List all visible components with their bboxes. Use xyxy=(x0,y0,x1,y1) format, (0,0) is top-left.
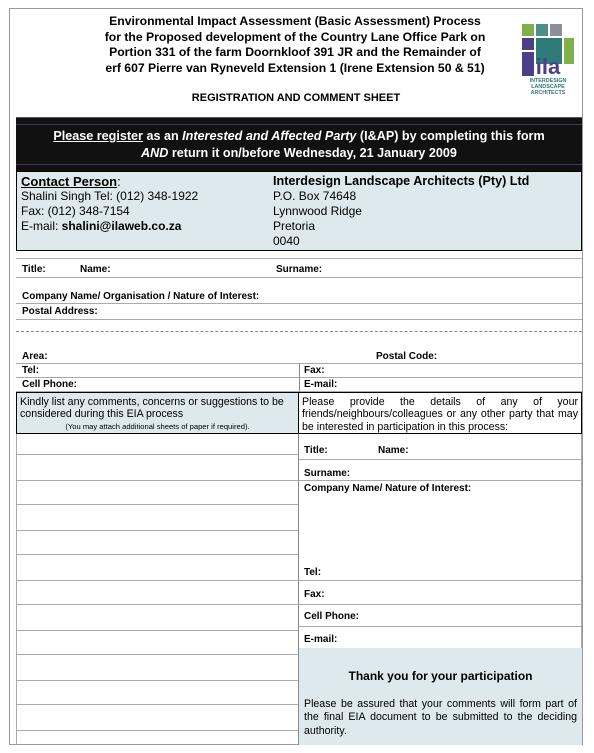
referral-name-label[interactable]: Name: xyxy=(378,445,409,456)
title-line-4: erf 607 Pierre van Ryneveld Extension 1 (Irene Extension 50 & 51) xyxy=(105,60,485,75)
ila-logo xyxy=(518,22,578,98)
thank-you-text: Please be assured that your comments will form part of the final EIA document to be submitted to the deciding authority. xyxy=(304,698,577,737)
surname-field-label[interactable]: Surname: xyxy=(276,264,323,275)
fax-field-label[interactable]: Fax: xyxy=(304,365,325,376)
address-line-1: P.O. Box 74648 xyxy=(273,189,357,203)
title-line-2: for the Proposed development of the Country Lane Office Park on xyxy=(104,29,486,44)
comments-note: (You may attach additional sheets of paper if required). xyxy=(65,421,250,431)
svg-text:ARCHITECTS: ARCHITECTS xyxy=(530,90,566,96)
thank-you-heading: Thank you for your participation xyxy=(348,669,533,683)
sheet-title: REGISTRATION AND COMMENT SHEET xyxy=(191,92,401,104)
company-block xyxy=(273,174,529,249)
row-area-postal-code xyxy=(16,346,582,364)
banner-and-text: AND xyxy=(141,146,169,160)
banner-line-2 xyxy=(16,146,582,160)
company-field-label[interactable]: Company Name/ Organisation / Nature of Interest: xyxy=(22,291,260,302)
contact-email-label: E-mail: xyxy=(21,219,62,233)
email-field-label[interactable]: E-mail: xyxy=(304,379,338,390)
svg-text:INTERDESIGN: INTERDESIGN xyxy=(529,78,567,84)
title-field-label[interactable]: Title: xyxy=(22,264,46,275)
address-line-4: 0040 xyxy=(273,234,300,248)
cell-field-label[interactable]: Cell Phone: xyxy=(22,379,78,390)
contact-heading-colon: : xyxy=(117,174,121,189)
referral-surname-label[interactable]: Surname: xyxy=(304,468,351,479)
comment-line xyxy=(17,604,298,605)
tel-field-label[interactable]: Tel: xyxy=(22,365,40,376)
banner-iap-text: Interested and Affected Party xyxy=(182,129,357,143)
title-line-3: Portion 331 of the farm Doornkloof 391 JR and the Remainder of xyxy=(109,45,481,60)
referral-instruction: Please provide the details of any of your friends/neighbours/colleagues or any other party that may be interested in participation in this process: xyxy=(299,392,582,434)
title-line-1: Environmental Impact Assessment (Basic Assessment) Process xyxy=(109,14,481,28)
postal-address-field-label[interactable]: Postal Address: xyxy=(22,306,98,317)
comment-line xyxy=(17,480,298,481)
area-field-label[interactable]: Area: xyxy=(22,351,48,362)
contact-email-link[interactable]: shalini@ilaweb.co.za xyxy=(61,219,182,233)
comment-line xyxy=(17,554,298,555)
referral-line xyxy=(299,626,581,627)
comments-instruction-text: Kindly list any comments, concerns or suggestions to be considered during this EIA process xyxy=(20,396,284,421)
contact-heading: Contact Person xyxy=(21,174,118,189)
registration-banner xyxy=(16,117,582,171)
company-name: Interdesign Landscape Architects (Pty) Ltd xyxy=(273,174,530,188)
comment-line xyxy=(17,704,298,705)
comment-line xyxy=(17,630,298,631)
row-postal-address xyxy=(16,304,582,320)
banner-completing-text: (I&AP) by completing this form xyxy=(356,129,545,143)
thank-you-box xyxy=(299,648,582,745)
contact-name-tel: Shalini Singh Tel: (012) 348-1922 xyxy=(21,189,199,203)
referral-tel-label[interactable]: Tel: xyxy=(304,567,322,578)
row-title-name-surname xyxy=(16,258,582,278)
comment-line xyxy=(17,504,298,505)
comment-line xyxy=(17,654,298,655)
banner-register-text: Please register xyxy=(53,129,143,143)
contact-email-line xyxy=(21,219,198,234)
row-company xyxy=(16,278,582,304)
referral-line xyxy=(299,580,581,581)
referral-line xyxy=(299,604,581,605)
comment-line xyxy=(17,730,298,731)
postal-address-line xyxy=(16,331,582,332)
referral-email-label[interactable]: E-mail: xyxy=(304,634,338,645)
address-line-3: Pretoria xyxy=(273,219,316,233)
contact-fax: Fax: (012) 348-7154 xyxy=(21,204,130,218)
comment-line xyxy=(17,580,298,581)
referral-fields xyxy=(299,434,582,648)
document-title xyxy=(60,14,530,76)
svg-text:LANDSCAPE: LANDSCAPE xyxy=(531,84,565,90)
contact-person-block xyxy=(21,174,198,234)
banner-line-1 xyxy=(16,129,582,143)
referral-cell-label[interactable]: Cell Phone: xyxy=(304,611,360,622)
referral-line xyxy=(299,480,581,481)
address-line-2: Lynnwood Ridge xyxy=(273,204,362,218)
comment-line xyxy=(17,454,298,455)
postal-code-field-label[interactable]: Postal Code: xyxy=(376,351,438,362)
name-field-label[interactable]: Name: xyxy=(80,264,111,275)
banner-as-an-text: as an xyxy=(142,129,183,143)
referral-company-label[interactable]: Company Name/ Nature of Interest: xyxy=(304,483,472,494)
referral-title-label[interactable]: Title: xyxy=(304,445,328,456)
form-divider xyxy=(299,364,300,392)
svg-text:ila: ila xyxy=(535,54,561,79)
banner-deadline-text: return it on/before Wednesday, 21 January 2009 xyxy=(168,146,457,160)
comments-instruction xyxy=(16,392,299,434)
referral-line xyxy=(299,459,581,460)
comments-area[interactable] xyxy=(16,434,299,745)
comment-line xyxy=(17,530,298,531)
comment-line xyxy=(17,680,298,681)
referral-fax-label[interactable]: Fax: xyxy=(304,589,325,600)
contact-box xyxy=(16,171,582,251)
